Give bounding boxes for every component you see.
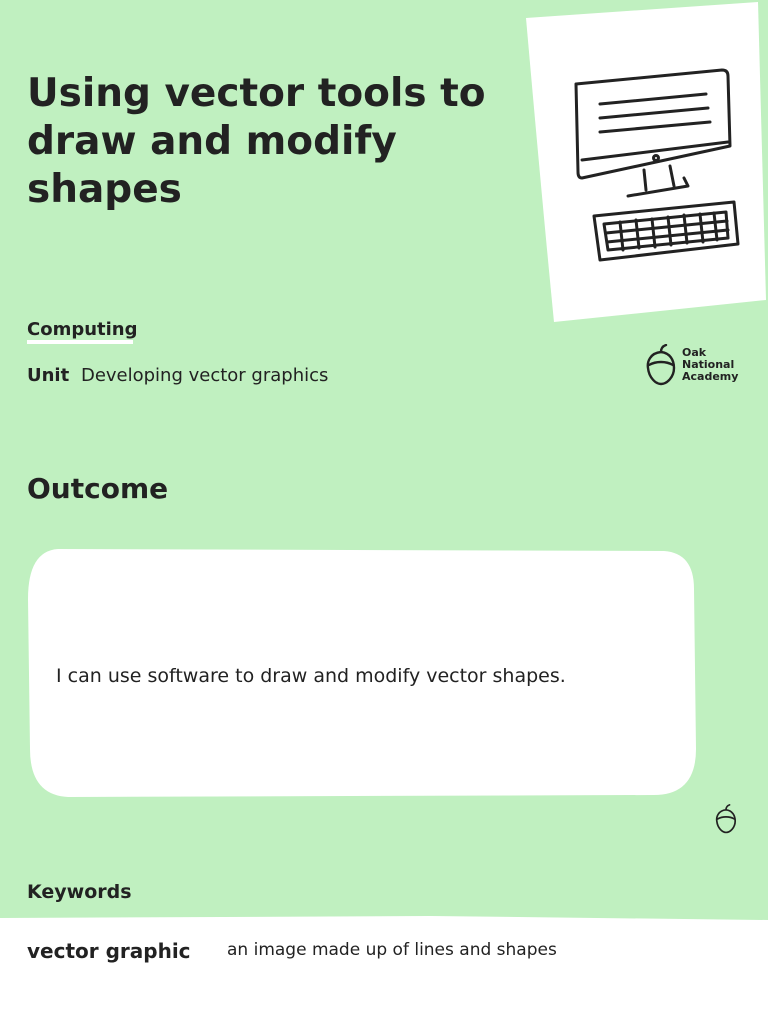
unit-row bbox=[27, 365, 328, 386]
unit-name: Developing vector graphics bbox=[80, 365, 329, 386]
lesson-title: Using vector tools to draw and modify shapes bbox=[27, 71, 486, 212]
logo-text bbox=[682, 347, 738, 383]
logo-line-1: Oak bbox=[682, 346, 707, 359]
unit-label: Unit bbox=[27, 365, 70, 386]
logo-line-2: National bbox=[682, 358, 735, 371]
keyword-definition: an image made up of lines and shapes bbox=[227, 940, 557, 960]
subject-underline bbox=[27, 340, 133, 344]
keyword-term: vector graphic bbox=[27, 939, 191, 963]
outcome-text: I can use software to draw and modify vector shapes. bbox=[56, 665, 566, 687]
acorn-icon bbox=[644, 344, 678, 386]
keywords-panel bbox=[0, 916, 768, 1024]
computer-illustration-icon bbox=[520, 0, 768, 322]
logo-line-3: Academy bbox=[682, 370, 739, 383]
oak-national-academy-logo bbox=[644, 344, 738, 386]
keywords-heading: Keywords bbox=[27, 881, 132, 903]
outcome-heading: Outcome bbox=[27, 472, 169, 505]
subject-label: Computing bbox=[27, 319, 138, 340]
acorn-icon bbox=[714, 804, 738, 834]
